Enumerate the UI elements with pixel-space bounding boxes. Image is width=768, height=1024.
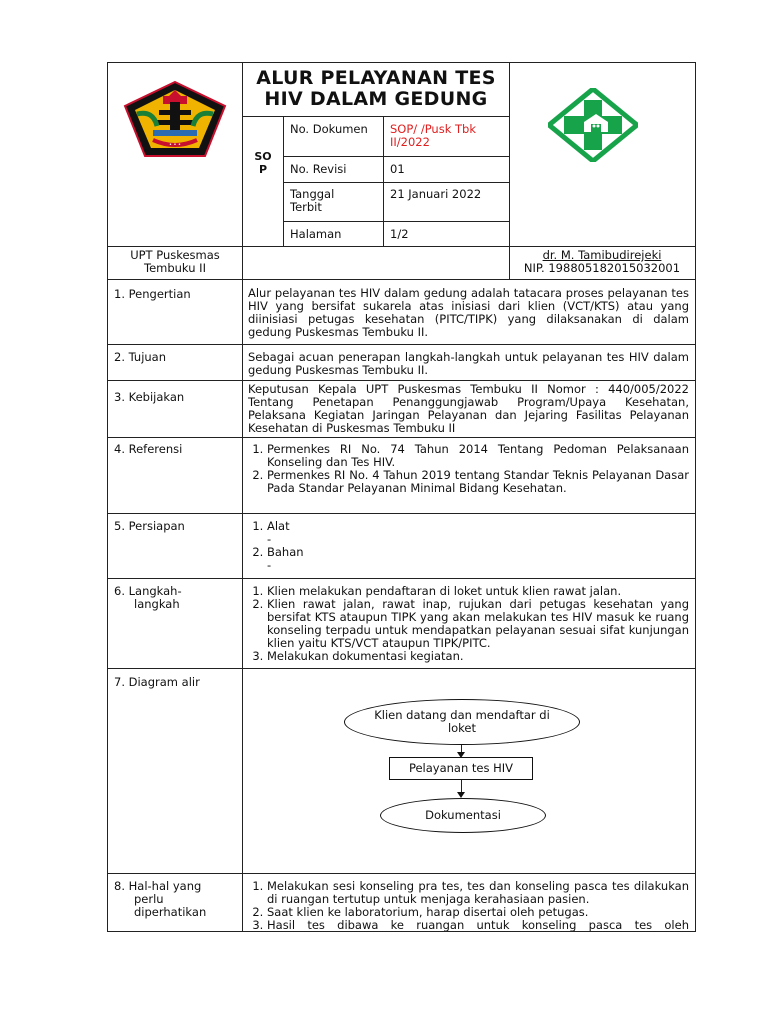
list-item: 1. Permenkes RI No. 74 Tahun 2014 Tentang Pedoman Pelaksanaan Konseling dan Tes HIV. <box>267 443 689 469</box>
section-label-notes-line2: perlu <box>134 892 164 906</box>
page-value: 1/2 <box>390 227 409 241</box>
regency-emblem-icon <box>123 80 227 158</box>
notes-list <box>247 880 689 931</box>
flow-node-registration: Klien datang dan mendaftar di loket <box>344 699 580 745</box>
list-item: 1. Klien melakukan pendaftaran di loket untuk klien rawat jalan. <box>267 585 689 598</box>
section-text-definition: Alur pelayanan tes HIV dalam gedung adalah tatacara proses pelayanan tes HIV yang bersifat sukarela atas inisiasi dari klien (VCT/KTS) atau yang diinisiasi petugas kesehatan (PITC/TIPK) yang dilaksanakan di dalam gedung Puskesmas Tembuku II. <box>248 286 689 339</box>
section-label-steps-line2: langkah <box>134 597 180 611</box>
issue-date-label: Tanggal Terbit <box>290 187 335 214</box>
preparation-item-name: Bahan <box>267 545 304 559</box>
section-text-policy: Keputusan Kepala UPT Puskesmas Tembuku II Nomor : 440/005/2022 Tentang Penetapan Penanggungjawab Program/Upaya Kesehatan, Pelaksana Kegiatan Jaringan Pelayanan dan Jejaring Fasilitas Pelayanan Kesehatan di Puskesmas Tembuku II <box>248 382 689 435</box>
list-item: 3. Hasil tes dibawa ke ruangan untuk konseling pasca tes oleh <box>267 919 689 931</box>
list-item: 3. Melakukan dokumentasi kegiatan. <box>267 650 689 663</box>
section-label-definition: 1. Pengertian <box>114 287 191 301</box>
list-item: 2. Permenkes RI No. 4 Tahun 2019 tentang Standar Teknis Pelayanan Dasar Pada Standar Pelayanan Minimal Bidang Kesehatan. <box>267 469 689 495</box>
section-label-purpose: 2. Tujuan <box>114 350 167 364</box>
list-item: 2. Saat klien ke laboratorium, harap disertai oleh petugas. <box>267 906 689 919</box>
organization-name: UPT Puskesmas Tembuku II <box>130 248 220 275</box>
sop-label: SO P <box>254 150 272 176</box>
section-label-notes-line3: diperhatikan <box>134 905 207 919</box>
revision-value: 01 <box>390 162 405 176</box>
section-label-preparation: 5. Persiapan <box>114 519 185 533</box>
page-title: ALUR PELAYANAN TES HIV DALAM GEDUNG <box>256 67 496 110</box>
preparation-item-sub: - <box>267 532 272 546</box>
doc-number-label: No. Dokumen <box>290 122 368 136</box>
issue-date-value: 21 Januari 2022 <box>390 187 482 201</box>
signer-name: dr. M. Tamibudirejeki <box>542 248 662 262</box>
section-label-notes-line1: 8. Hal-hal yang <box>114 879 202 893</box>
flow-node-hiv-test: Pelayanan tes HIV <box>389 757 533 780</box>
preparation-item-name: Alat <box>267 519 290 533</box>
section-label-reference: 4. Referensi <box>114 442 183 456</box>
section-label-steps-line1: 6. Langkah- <box>114 584 182 598</box>
signer-nip: NIP. 198805182015032001 <box>523 261 681 275</box>
section-label-steps <box>114 585 239 611</box>
svg-text:• • •: • • • <box>168 142 182 148</box>
doc-number-value: SOP/ /Pusk Tbk II/2022 <box>390 122 477 149</box>
list-item <box>267 520 689 546</box>
preparation-list <box>247 520 689 572</box>
flow-node-documentation: Dokumentasi <box>380 798 546 833</box>
list-item: 2. Klien rawat jalan, rawat inap, rujukan dari petugas kesehatan yang bersifat KTS ataupun TIPK yang akan melakukan tes HIV masuk ke ruang konseling terpadu untuk mendapatkan pelayanan sesuai sifat kunjungan klien yaitu KTS/VCT ataupun TIPK/PITC. <box>267 598 689 650</box>
reference-list <box>247 443 689 495</box>
list-item: 1. Melakukan sesi konseling pra tes, tes dan konseling pasca tes dilakukan di ruangan tertutup untuk menjaga kerahasiaan pasien. <box>267 880 689 906</box>
revision-label: No. Revisi <box>290 162 347 176</box>
preparation-item-sub: - <box>267 558 272 572</box>
section-label-notes <box>114 880 239 919</box>
page-label: Halaman <box>290 227 342 241</box>
steps-list <box>247 585 689 663</box>
section-label-policy: 3. Kebijakan <box>114 390 185 404</box>
puskesmas-logo-icon <box>548 88 638 162</box>
section-text-purpose: Sebagai acuan penerapan langkah-langkah untuk pelayanan tes HIV dalam gedung Puskesmas Tembuku II. <box>248 350 689 377</box>
section-label-flowchart: 7. Diagram alir <box>114 675 200 689</box>
list-item <box>267 546 689 572</box>
